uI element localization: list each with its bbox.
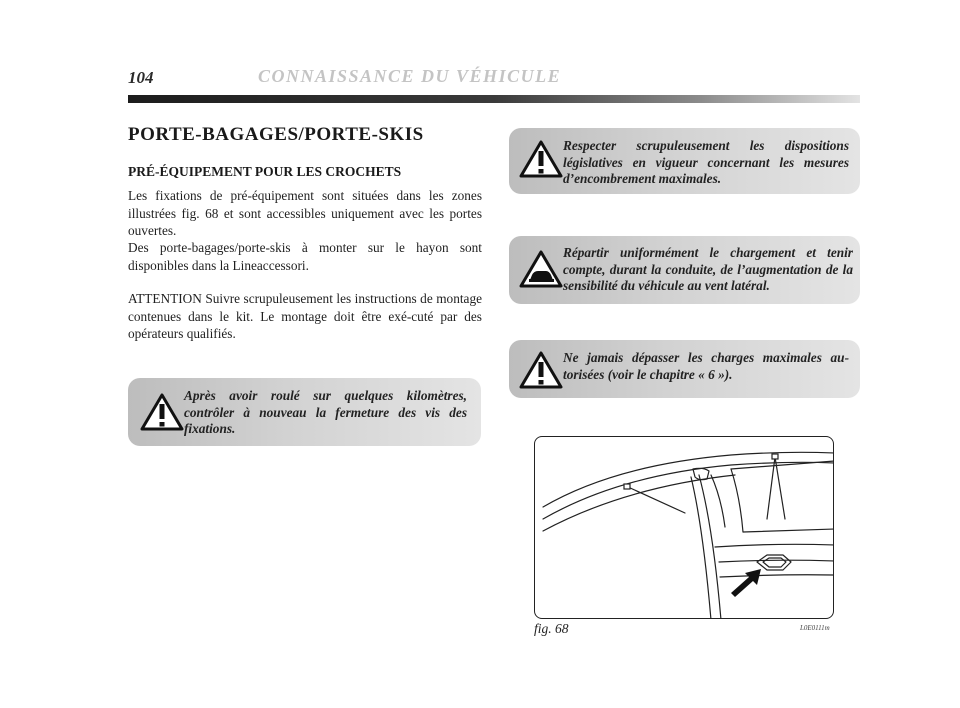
figure-illustration: [534, 436, 834, 619]
header-rule: [128, 95, 860, 103]
warning-box: [509, 128, 860, 194]
roof-fixation-drawing: [535, 437, 834, 619]
body-paragraph: Des porte-bagages/porte-skis à monter sur le hayon sont disponibles dans la Lineaccessori.: [128, 240, 482, 273]
warning-triangle-icon: [140, 393, 184, 431]
warning-triangle-icon: [519, 351, 563, 389]
page-number: 104: [128, 68, 154, 87]
body-paragraph: Les fixations de pré-équipement sont situées dans les zones illustrées fig. 68 et sont accessibles uniquement avec les portes ouvertes.: [128, 188, 482, 238]
warning-text: Après avoir roulé sur quelques kilomètres, contrôler à nouveau la fermeture des vis des fixations.: [184, 388, 467, 436]
attention-paragraph: ATTENTION Suivre scrupuleusement les instructions de montage contenues dans le kit. Le montage doit être exé-cuté par des opérateurs qualifiés.: [128, 291, 482, 341]
figure-label: fig. 68: [534, 621, 569, 636]
running-header: CONNAISSANCE DU VÉHICULE: [258, 66, 562, 86]
warning-box: [509, 340, 860, 398]
car-warning-triangle-icon: [519, 250, 563, 288]
warning-text: Respecter scrupuleusement les dispositions législatives en vigueur concernant les mesures d’encombrement maximales.: [563, 138, 849, 186]
section-title: PORTE-BAGAGES/PORTE-SKIS: [128, 124, 424, 145]
subsection-title: PRÉ-ÉQUIPEMENT POUR LES CROCHETS: [128, 164, 402, 179]
warning-box: [128, 378, 481, 446]
figure-code: L0E0111m: [800, 624, 830, 632]
warning-box: [509, 236, 860, 304]
warning-triangle-icon: [519, 140, 563, 178]
warning-text: Répartir uniformément le chargement et tenir compte, durant la conduite, de l’augmentation de la sensibilité du véhicule au vent latéral.: [563, 245, 853, 293]
warning-text: Ne jamais dépasser les charges maximales au-torisées (voir le chapitre « 6 »).: [563, 350, 849, 382]
